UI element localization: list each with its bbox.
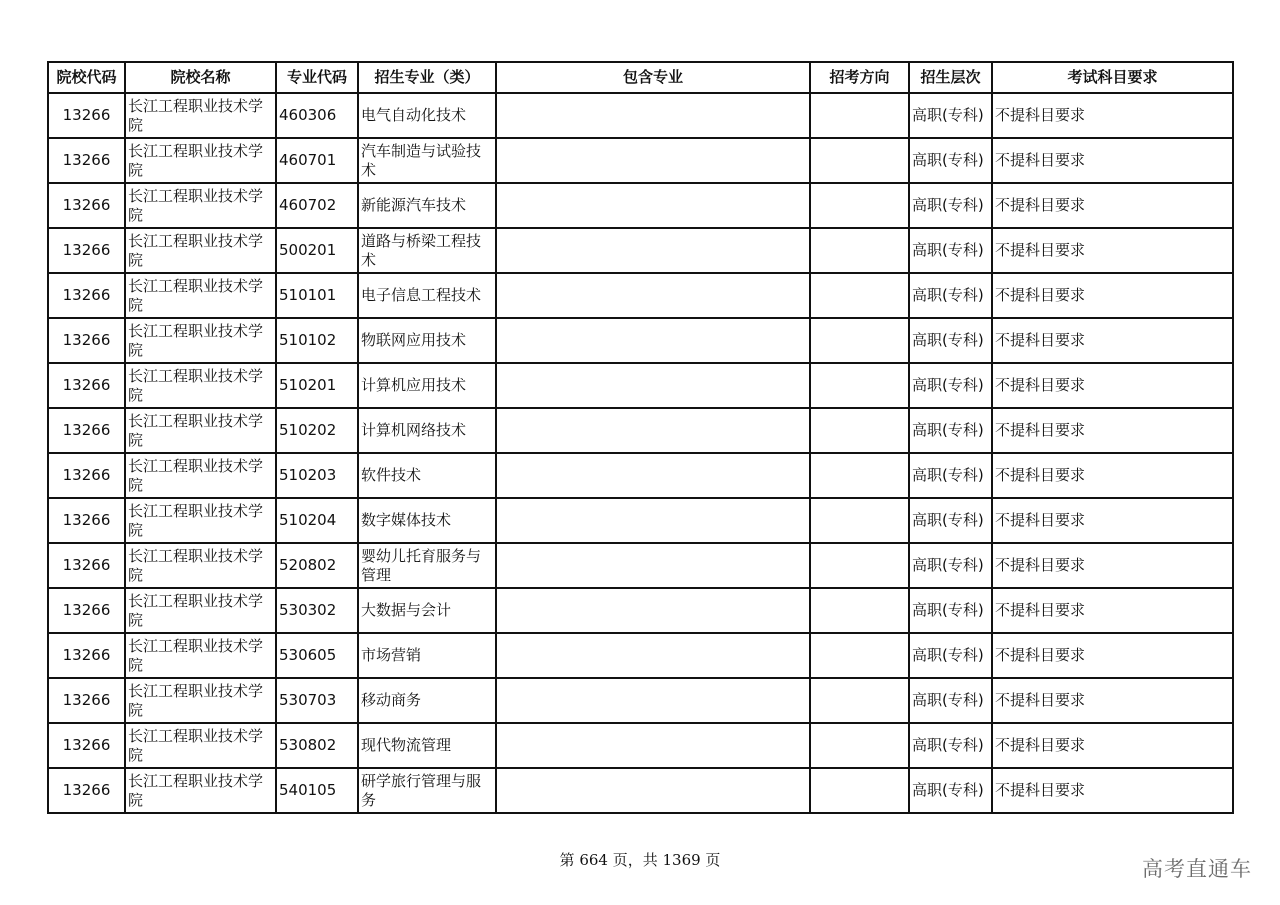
cell-school-name: 长江工程职业技术学院 bbox=[125, 363, 276, 408]
page-number: 第 664 页，共 1369 页 bbox=[559, 851, 721, 869]
table-row bbox=[48, 93, 1233, 138]
cell-direction bbox=[810, 768, 909, 813]
cell-school-name: 长江工程职业技术学院 bbox=[125, 228, 276, 273]
cell-included-majors bbox=[496, 318, 810, 363]
table-row bbox=[48, 318, 1233, 363]
table-row bbox=[48, 768, 1233, 813]
table-body bbox=[48, 93, 1233, 813]
cell-school-code: 13266 bbox=[48, 543, 125, 588]
cell-major-code: 510201 bbox=[276, 363, 358, 408]
cell-major: 移动商务 bbox=[358, 678, 496, 723]
cell-school-code: 13266 bbox=[48, 273, 125, 318]
cell-direction bbox=[810, 363, 909, 408]
cell-direction bbox=[810, 138, 909, 183]
table-row bbox=[48, 543, 1233, 588]
cell-major-code: 530703 bbox=[276, 678, 358, 723]
cell-major-code: 530605 bbox=[276, 633, 358, 678]
cell-level: 高职(专科) bbox=[909, 138, 992, 183]
cell-direction bbox=[810, 453, 909, 498]
cell-school-code: 13266 bbox=[48, 138, 125, 183]
cell-subject-requirement: 不提科目要求 bbox=[992, 363, 1233, 408]
header-major-code: 专业代码 bbox=[276, 62, 358, 93]
header-school-name: 院校名称 bbox=[125, 62, 276, 93]
cell-school-code: 13266 bbox=[48, 318, 125, 363]
cell-direction bbox=[810, 93, 909, 138]
cell-major: 道路与桥梁工程技术 bbox=[358, 228, 496, 273]
cell-subject-requirement: 不提科目要求 bbox=[992, 453, 1233, 498]
cell-direction bbox=[810, 543, 909, 588]
cell-level: 高职(专科) bbox=[909, 498, 992, 543]
cell-major: 电子信息工程技术 bbox=[358, 273, 496, 318]
cell-major: 物联网应用技术 bbox=[358, 318, 496, 363]
cell-level: 高职(专科) bbox=[909, 453, 992, 498]
cell-major: 婴幼儿托育服务与管理 bbox=[358, 543, 496, 588]
cell-subject-requirement: 不提科目要求 bbox=[992, 768, 1233, 813]
cell-direction bbox=[810, 228, 909, 273]
cell-included-majors bbox=[496, 678, 810, 723]
cell-included-majors bbox=[496, 93, 810, 138]
cell-school-code: 13266 bbox=[48, 633, 125, 678]
header-subject-requirement: 考试科目要求 bbox=[992, 62, 1233, 93]
cell-school-code: 13266 bbox=[48, 453, 125, 498]
cell-major: 计算机网络技术 bbox=[358, 408, 496, 453]
header-level: 招生层次 bbox=[909, 62, 992, 93]
cell-major-code: 540105 bbox=[276, 768, 358, 813]
cell-major: 现代物流管理 bbox=[358, 723, 496, 768]
cell-level: 高职(专科) bbox=[909, 408, 992, 453]
cell-school-name: 长江工程职业技术学院 bbox=[125, 543, 276, 588]
cell-school-name: 长江工程职业技术学院 bbox=[125, 588, 276, 633]
cell-subject-requirement: 不提科目要求 bbox=[992, 318, 1233, 363]
cell-included-majors bbox=[496, 453, 810, 498]
cell-included-majors bbox=[496, 273, 810, 318]
cell-level: 高职(专科) bbox=[909, 543, 992, 588]
table-row bbox=[48, 363, 1233, 408]
cell-subject-requirement: 不提科目要求 bbox=[992, 93, 1233, 138]
header-major: 招生专业（类） bbox=[358, 62, 496, 93]
cell-major: 电气自动化技术 bbox=[358, 93, 496, 138]
cell-major-code: 510101 bbox=[276, 273, 358, 318]
cell-school-name: 长江工程职业技术学院 bbox=[125, 633, 276, 678]
cell-level: 高职(专科) bbox=[909, 273, 992, 318]
table-row bbox=[48, 633, 1233, 678]
cell-major: 数字媒体技术 bbox=[358, 498, 496, 543]
cell-school-code: 13266 bbox=[48, 678, 125, 723]
cell-included-majors bbox=[496, 723, 810, 768]
cell-school-code: 13266 bbox=[48, 588, 125, 633]
cell-included-majors bbox=[496, 228, 810, 273]
cell-level: 高职(专科) bbox=[909, 768, 992, 813]
cell-included-majors bbox=[496, 768, 810, 813]
cell-level: 高职(专科) bbox=[909, 93, 992, 138]
cell-subject-requirement: 不提科目要求 bbox=[992, 408, 1233, 453]
cell-school-code: 13266 bbox=[48, 498, 125, 543]
table-row bbox=[48, 498, 1233, 543]
cell-subject-requirement: 不提科目要求 bbox=[992, 678, 1233, 723]
table-row bbox=[48, 453, 1233, 498]
cell-school-name: 长江工程职业技术学院 bbox=[125, 498, 276, 543]
cell-included-majors bbox=[496, 543, 810, 588]
cell-level: 高职(专科) bbox=[909, 723, 992, 768]
cell-included-majors bbox=[496, 363, 810, 408]
admissions-table bbox=[47, 61, 1234, 814]
cell-school-name: 长江工程职业技术学院 bbox=[125, 453, 276, 498]
cell-school-code: 13266 bbox=[48, 768, 125, 813]
cell-school-name: 长江工程职业技术学院 bbox=[125, 318, 276, 363]
cell-direction bbox=[810, 408, 909, 453]
cell-subject-requirement: 不提科目要求 bbox=[992, 723, 1233, 768]
header-included-majors: 包含专业 bbox=[496, 62, 810, 93]
cell-direction bbox=[810, 273, 909, 318]
cell-school-name: 长江工程职业技术学院 bbox=[125, 93, 276, 138]
cell-school-code: 13266 bbox=[48, 363, 125, 408]
cell-major-code: 530802 bbox=[276, 723, 358, 768]
cell-school-code: 13266 bbox=[48, 408, 125, 453]
cell-school-name: 长江工程职业技术学院 bbox=[125, 183, 276, 228]
cell-direction bbox=[810, 633, 909, 678]
cell-subject-requirement: 不提科目要求 bbox=[992, 633, 1233, 678]
cell-major: 汽车制造与试验技术 bbox=[358, 138, 496, 183]
cell-level: 高职(专科) bbox=[909, 633, 992, 678]
cell-major: 计算机应用技术 bbox=[358, 363, 496, 408]
cell-direction bbox=[810, 318, 909, 363]
cell-direction bbox=[810, 588, 909, 633]
cell-school-name: 长江工程职业技术学院 bbox=[125, 723, 276, 768]
cell-major: 新能源汽车技术 bbox=[358, 183, 496, 228]
cell-subject-requirement: 不提科目要求 bbox=[992, 498, 1233, 543]
table-row bbox=[48, 678, 1233, 723]
cell-direction bbox=[810, 183, 909, 228]
cell-major-code: 510204 bbox=[276, 498, 358, 543]
cell-included-majors bbox=[496, 183, 810, 228]
cell-level: 高职(专科) bbox=[909, 183, 992, 228]
cell-direction bbox=[810, 723, 909, 768]
cell-school-name: 长江工程职业技术学院 bbox=[125, 768, 276, 813]
cell-included-majors bbox=[496, 498, 810, 543]
table-row bbox=[48, 228, 1233, 273]
cell-major: 研学旅行管理与服务 bbox=[358, 768, 496, 813]
cell-included-majors bbox=[496, 633, 810, 678]
cell-level: 高职(专科) bbox=[909, 588, 992, 633]
cell-level: 高职(专科) bbox=[909, 363, 992, 408]
table-header-row bbox=[48, 62, 1233, 93]
cell-level: 高职(专科) bbox=[909, 678, 992, 723]
table-row bbox=[48, 138, 1233, 183]
cell-major: 市场营销 bbox=[358, 633, 496, 678]
cell-major-code: 510102 bbox=[276, 318, 358, 363]
cell-subject-requirement: 不提科目要求 bbox=[992, 543, 1233, 588]
cell-subject-requirement: 不提科目要求 bbox=[992, 228, 1233, 273]
cell-major-code: 460701 bbox=[276, 138, 358, 183]
table-row bbox=[48, 273, 1233, 318]
cell-subject-requirement: 不提科目要求 bbox=[992, 183, 1233, 228]
cell-school-name: 长江工程职业技术学院 bbox=[125, 138, 276, 183]
cell-level: 高职(专科) bbox=[909, 318, 992, 363]
cell-major-code: 520802 bbox=[276, 543, 358, 588]
cell-school-code: 13266 bbox=[48, 183, 125, 228]
cell-subject-requirement: 不提科目要求 bbox=[992, 273, 1233, 318]
cell-major-code: 510203 bbox=[276, 453, 358, 498]
watermark-logo: 高考直通车 bbox=[1142, 857, 1252, 881]
table-row bbox=[48, 588, 1233, 633]
cell-school-name: 长江工程职业技术学院 bbox=[125, 408, 276, 453]
cell-major: 软件技术 bbox=[358, 453, 496, 498]
cell-direction bbox=[810, 678, 909, 723]
cell-major: 大数据与会计 bbox=[358, 588, 496, 633]
cell-major-code: 510202 bbox=[276, 408, 358, 453]
table-row bbox=[48, 183, 1233, 228]
cell-included-majors bbox=[496, 408, 810, 453]
cell-major-code: 530302 bbox=[276, 588, 358, 633]
cell-major-code: 460306 bbox=[276, 93, 358, 138]
cell-subject-requirement: 不提科目要求 bbox=[992, 588, 1233, 633]
cell-included-majors bbox=[496, 138, 810, 183]
cell-school-name: 长江工程职业技术学院 bbox=[125, 273, 276, 318]
cell-school-code: 13266 bbox=[48, 228, 125, 273]
cell-school-name: 长江工程职业技术学院 bbox=[125, 678, 276, 723]
cell-subject-requirement: 不提科目要求 bbox=[992, 138, 1233, 183]
cell-major-code: 460702 bbox=[276, 183, 358, 228]
header-school-code: 院校代码 bbox=[48, 62, 125, 93]
cell-included-majors bbox=[496, 588, 810, 633]
cell-direction bbox=[810, 498, 909, 543]
table-row bbox=[48, 408, 1233, 453]
header-direction: 招考方向 bbox=[810, 62, 909, 93]
cell-school-code: 13266 bbox=[48, 93, 125, 138]
cell-level: 高职(专科) bbox=[909, 228, 992, 273]
cell-school-code: 13266 bbox=[48, 723, 125, 768]
table-row bbox=[48, 723, 1233, 768]
cell-major-code: 500201 bbox=[276, 228, 358, 273]
